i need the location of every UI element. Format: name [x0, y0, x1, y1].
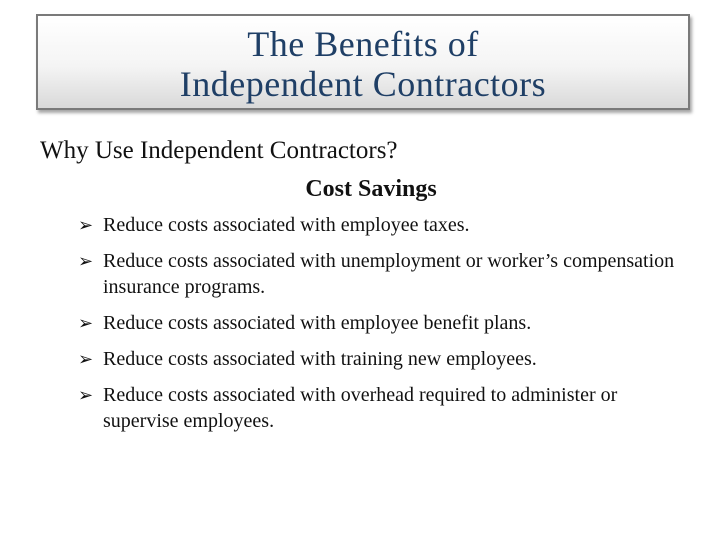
- arrow-bullet-icon: ➢: [78, 349, 94, 369]
- title-line-2: Independent Contractors: [179, 64, 547, 104]
- arrow-bullet-icon: ➢: [78, 215, 94, 235]
- bullet-item: [78, 346, 678, 372]
- bullet-text: Reduce costs associated with employee taxes.: [103, 214, 470, 236]
- bullet-text: Reduce costs associated with employee benefit plans.: [103, 312, 532, 334]
- bullet-text: Reduce costs associated with unemployment or worker’s compensation insurance programs.: [103, 250, 675, 298]
- title-line-1: The Benefits of: [247, 24, 479, 64]
- bullet-item: [78, 248, 678, 300]
- bullet-text: Reduce costs associated with overhead required to administer or supervise employees.: [103, 384, 618, 432]
- arrow-bullet-icon: ➢: [78, 385, 94, 405]
- bullet-list: [78, 212, 678, 444]
- arrow-bullet-icon: ➢: [78, 313, 94, 333]
- arrow-bullet-icon: ➢: [78, 251, 94, 271]
- bullet-item: [78, 382, 678, 434]
- cost-savings-subheading: Cost Savings: [305, 176, 437, 202]
- section-heading: Why Use Independent Contractors?: [40, 137, 398, 164]
- title-box: [36, 14, 690, 110]
- bullet-item: [78, 310, 678, 336]
- bullet-item: [78, 212, 678, 238]
- bullet-text: Reduce costs associated with training new employees.: [103, 348, 537, 370]
